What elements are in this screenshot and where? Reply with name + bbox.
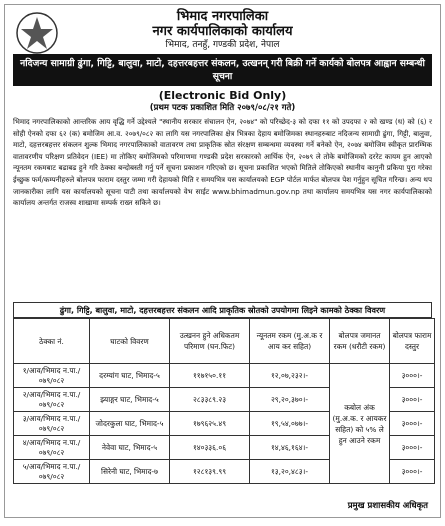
- cell-contract-no: ४/आव/भिमाद न.पा./०७९/०८२: [14, 436, 90, 460]
- signature-title: प्रमुख प्रशासकीय अधिकृत: [347, 501, 428, 511]
- cell-fee: ३०००।-: [390, 436, 435, 460]
- cell-quantity: १४०३३६.०६: [170, 436, 250, 460]
- table-header-row: [14, 319, 435, 364]
- cell-min-amount: २९,२०,३७०।-: [250, 388, 330, 412]
- col-ghat: घाटको विवरण: [90, 319, 170, 364]
- cell-min-amount: १२,०७,२३२।-: [250, 364, 330, 388]
- col-min-amount: न्यूनतम रकम (मु.अ.क र आय कर सहित): [250, 319, 330, 364]
- cell-ghat: जोदरकुला घाट, भिमाद-५: [90, 412, 170, 436]
- office-name: नगर कार्यपालिकाको कार्यालय: [152, 24, 293, 39]
- notice-body: भिमाद नगरपालिकाको आन्तरिक आय वृद्धि गर्ने उद्देश्यले "स्थानीय सरकार संचालन ऐन, २०७४" को परिच्छेद-३ को दफा ११ को उपदफा २ को खण्ड (ध) को (६) र सोही ऐनको दफा ६२ (क) बमोजिम आ.व. २०७९/०८२ का लागि यस नगरपालिका क्षेत्र भित्रका देहाय बमोजिमका स्थानहरुबाट नदिजन्य सामाग्री ढुंगा, गिट्टी, बालुवा, माटो, दहत्तरबहत्तर संकलन शुल्क भिमाद नगरपालिकाको वातावरण तथा प्राकृतिक स्रोत संरक्षण सम्बन्धमा व्यवस्था गर्ने बनेको ऐन, २०७४ बमोजिम स्वीकृत प्रारम्भिक वातावरणीय परिक्षण प्रतिवेदन (IEE) मा तोकिए बमोजिमको परिमाणमा गण्डकी प्रदेश सरकारको आर्थिक ऐन, २०७९ ले तोके बमोजिमको दररेट कायम हुन आएको न्यूनतम रकमबाट बढाबढ हुने गरि ठेक्का बन्दोबस्ती गर्नु पर्ने सूचना प्रकाशन गरिएको छ। सूचना प्रकाशित भएको मितिले तोकिएको स्थानीय कानुनी प्रकिया पुरा गरेका ईच्छुक फर्म/कम्पनीहरुले बोलपत्र फाराम दस्तुर जम्मा गरी देहायको मिति र समयभित्र यस कार्यालयको EGP पोर्टल मार्फत बोलपत्र पेश गर्नुहुन सूचित गरिन्छ। अन्य थप जानकारीका लागि यस कार्यालयको सूचना पाटी तथा कार्यालयको वेभ साईट www.bhimadmun.gov.np तथा कार्यालय समयभित्र यस नगर कार्यपालिकाको कार्यालय अन्तर्गत राजस्व शाखामा सम्पर्क राख्न सकिने छ।: [13, 117, 432, 208]
- emblem-icon: [15, 11, 59, 55]
- office-address: भिमाद, तनहुँ, गण्डकी प्रदेश, नेपाल: [165, 40, 280, 50]
- cell-fee: ३०००।-: [390, 388, 435, 412]
- cell-ghat: नेवेवा घाट, भिमाद-५: [90, 436, 170, 460]
- cell-min-amount: १४,४६,१६४।-: [250, 436, 330, 460]
- table-row: [14, 364, 435, 388]
- cell-contract-no: ३/आव/भिमाद न.पा./०७९/०८२: [14, 412, 90, 436]
- bid-type: (Electronic Bid Only): [158, 89, 287, 102]
- cell-ghat: सिरेनी घाट, भिमाद-७: [90, 460, 170, 484]
- org-name: भिमाद नगरपालिका: [176, 9, 269, 24]
- cell-deposit: कबोल अंक (मु.अ.क. र आयकर सहित) को ५% ले हुन आउने रकम: [330, 364, 390, 484]
- cell-fee: ३०००।-: [390, 364, 435, 388]
- cell-fee: ३०००।-: [390, 460, 435, 484]
- col-contract-no: ठेक्का नं.: [14, 319, 90, 364]
- table-title: ढुंगा, गिट्टि, बालुवा, माटो, दहत्तरबहत्तर संकलन आदि प्राकृतिक स्रोतको उपयोगमा लिइने कामको ठेक्का विवरण: [13, 302, 432, 318]
- col-quantity: उत्खनन हुने अधिकतम परिमाण (घन.फिट): [170, 319, 250, 364]
- cell-min-amount: १९,५४,०७७।-: [250, 412, 330, 436]
- col-deposit: बोलपत्र जमानत रकम (धरौटी रकम): [330, 319, 390, 364]
- cell-contract-no: २/आव/भिमाद न.पा./०७९/०८२: [14, 388, 90, 412]
- contract-table: [13, 318, 435, 484]
- cell-contract-no: ५/आव/भिमाद न.पा./०७९/०८२: [14, 460, 90, 484]
- publish-date: (प्रथम पटक प्रकाशित मिति २०७९/०८/२१ गते): [149, 103, 296, 113]
- cell-fee: ३०००।-: [390, 412, 435, 436]
- cell-ghat: झ्याङ्गर घाट, भिमाद-५: [90, 388, 170, 412]
- notice-page: [4, 4, 441, 518]
- notice-title-banner: नदिजन्य सामाग्री ढुंगा, गिट्टि, बालुवा, माटो, दहत्तरबहत्तर संकलन, उत्खनन् गरी बिक्री गर्ने कार्यको बोलपत्र आह्वान सम्बन्धी सूचना: [13, 54, 432, 86]
- cell-quantity: २८३३८९.२३: [170, 388, 250, 412]
- cell-quantity: ११७१५०.११: [170, 364, 250, 388]
- col-fee: बोलपत्र फाराम दस्तुर: [390, 319, 435, 364]
- cell-min-amount: १३,२०,४८३।-: [250, 460, 330, 484]
- notice-header: [5, 9, 440, 51]
- cell-quantity: १७९६२५.४९: [170, 412, 250, 436]
- cell-contract-no: १/आव/भिमाद न.पा./०७९/०८२: [14, 364, 90, 388]
- cell-quantity: १२८१३९.९९: [170, 460, 250, 484]
- cell-ghat: दरम्यांग घाट, भिमाद-५: [90, 364, 170, 388]
